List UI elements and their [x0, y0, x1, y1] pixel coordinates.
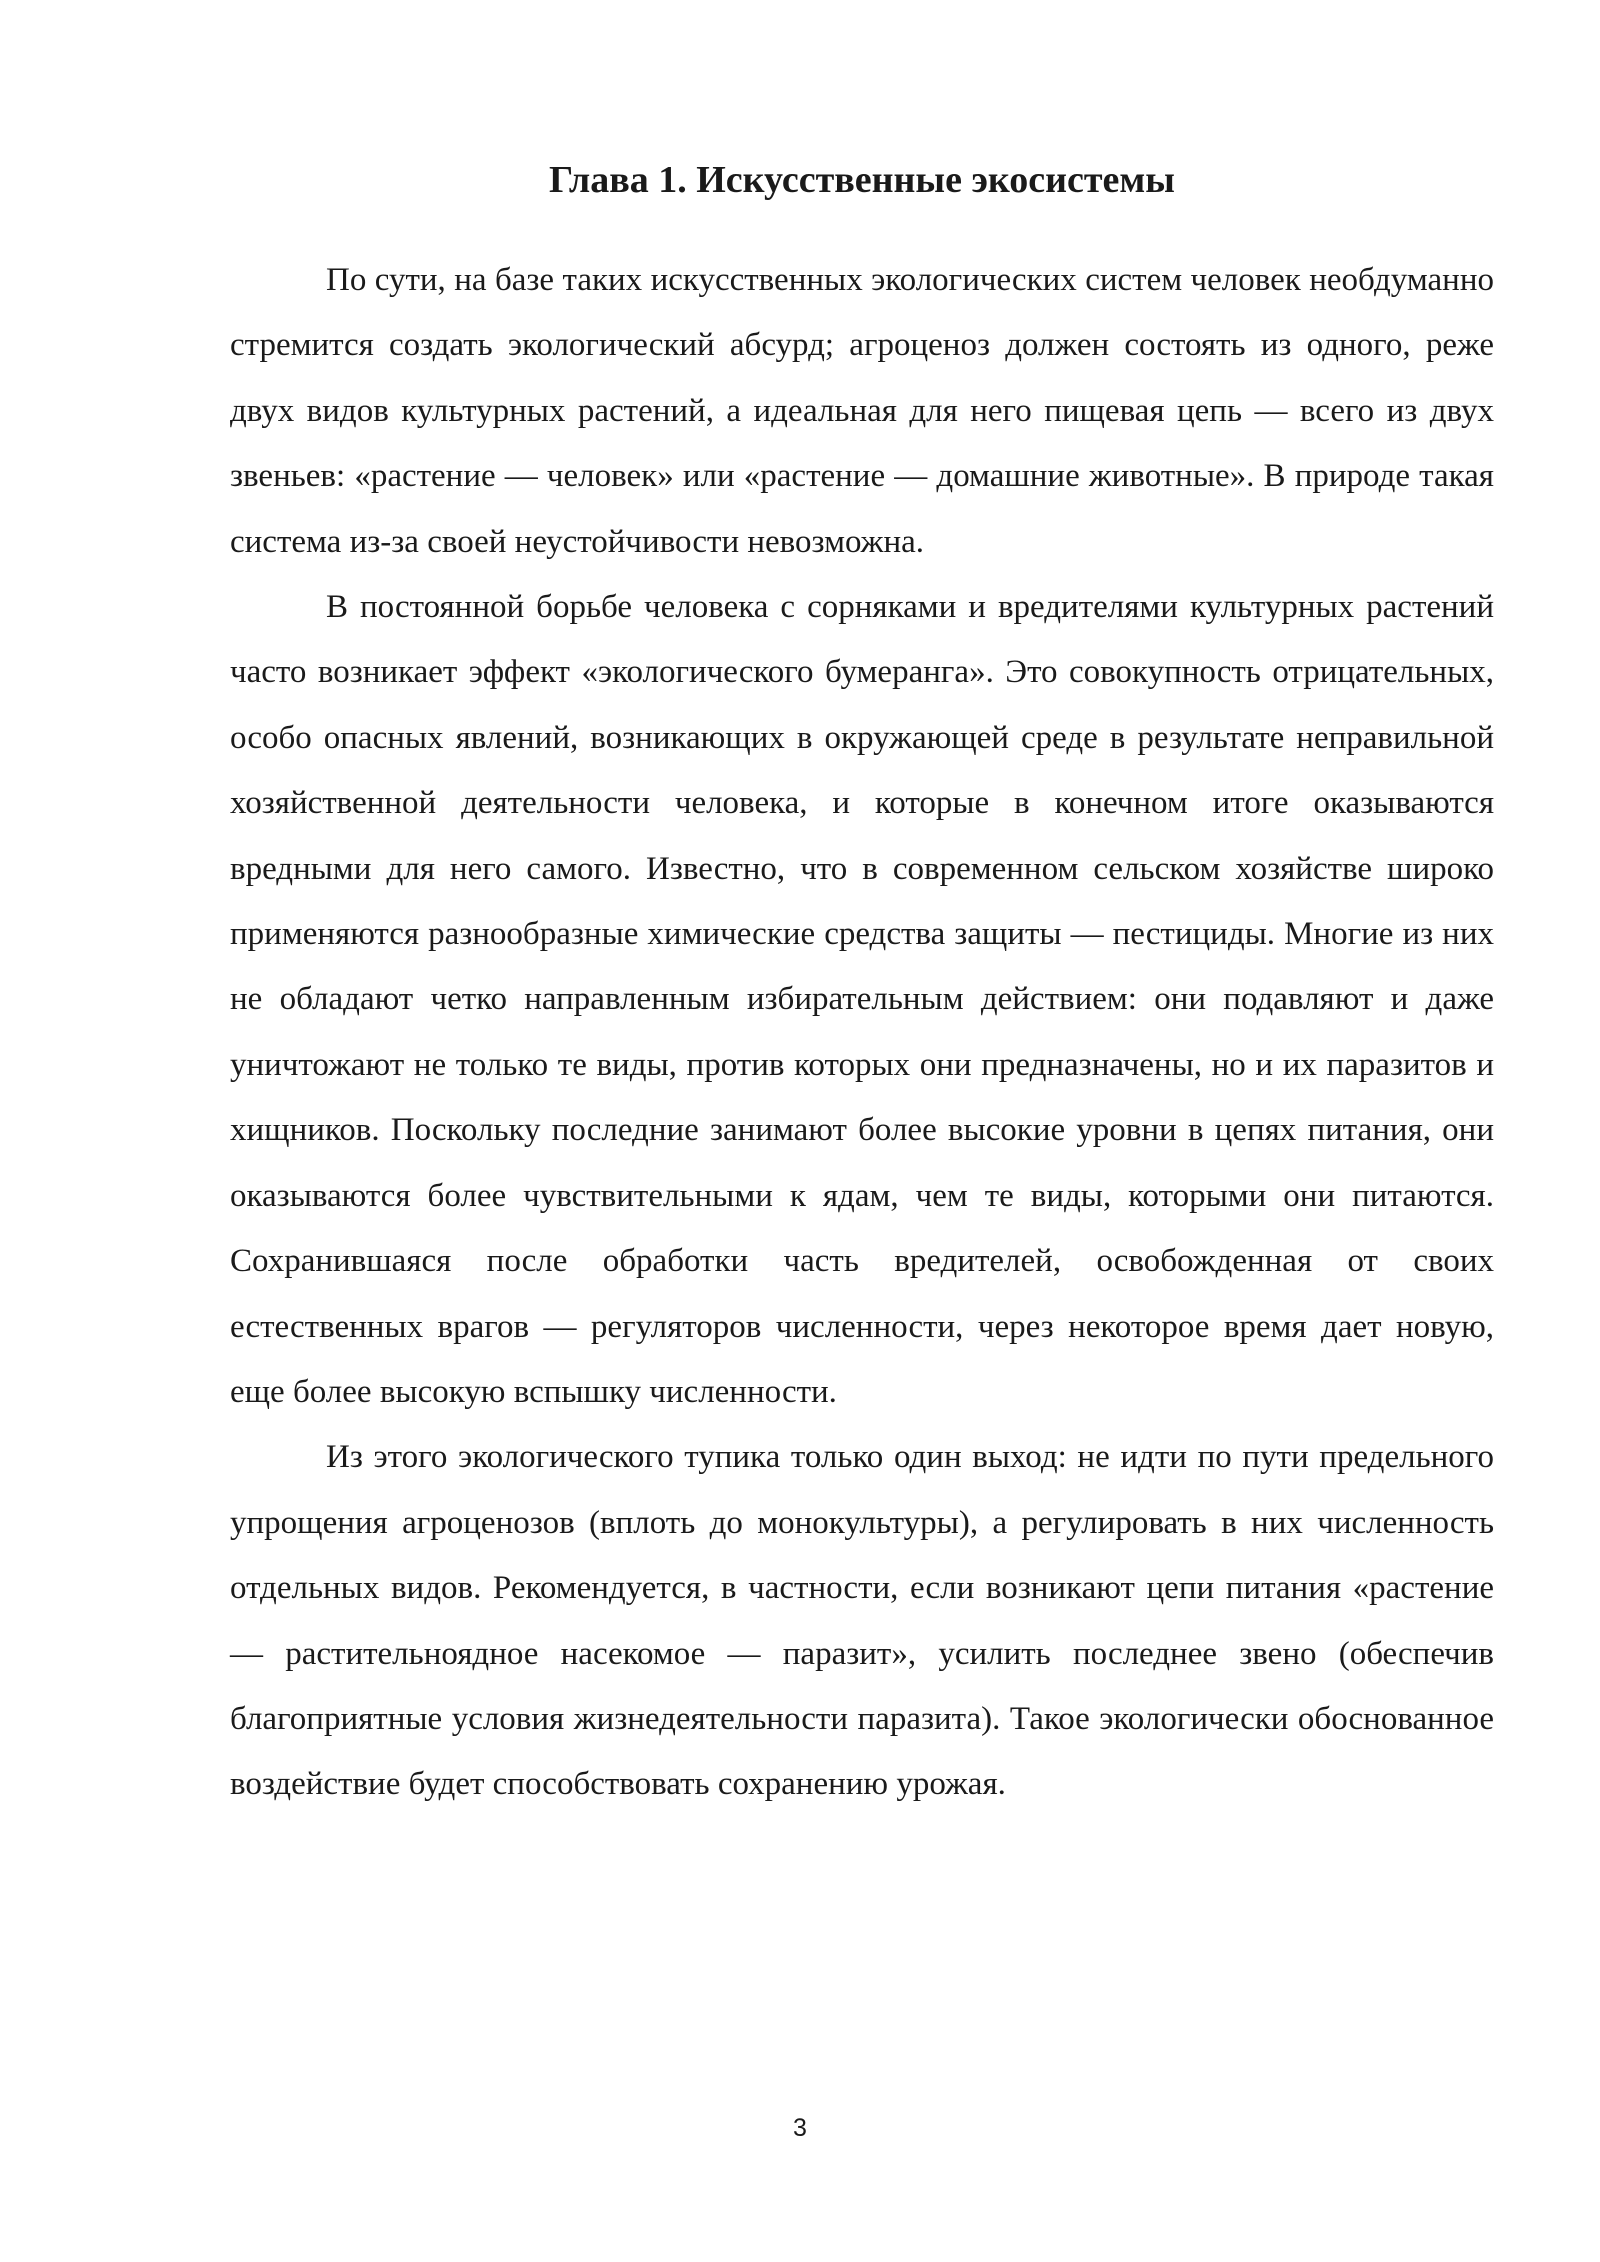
paragraph-2: В постоянной борьбе человека с сорняками и вредителями культурных растений часто возникает эффект «экологического бумеранга». Это совокупность отрицательных, особо опасных явлений, возникающих в окружающей среде в результате неправильной хозяйственной деятельности человека, и которые в конечном итоге оказываются вредными для него самого. Известно, что в современном сельском хозяйстве широко применяются разнообразные химические средства защиты — пестициды. Многие из них не обладают четко направленным избирательным действием: они подавляют и даже уничтожают не только те виды, против которых они предназначены, но и их паразитов и хищников. Поскольку последние занимают более высокие уровни в цепях питания, они оказываются более чувствительными к ядам, чем те виды, которыми они питаются. Сохранившаяся после обработки часть вредителей, освобожденная от своих естественных врагов — регуляторов численности, через некоторое время дает новую, еще более высокую вспышку численности. [230, 589, 1494, 1410]
chapter-title: Глава 1. Искусственные экосистемы [549, 159, 1175, 201]
paragraph-1: По сути, на базе таких искусственных экологических систем человек необдуманно стремится создать экологический абсурд; агроценоз должен состоять из одного, реже двух видов культурных растений, а идеальная для него пищевая цепь — всего из двух звеньев: «растение — человек» или «растение — домашние животные». В природе такая система из-за своей неустойчивости невозможна. [230, 262, 1494, 560]
paragraph-3: Из этого экологического тупика только один выход: не идти по пути предельного упрощения агроценозов (вплоть до монокультуры), а регулировать в них численность отдельных видов. Рекомендуется, в частности, если возникают цепи питания «растение — растительноядное насекомое — паразит», усилить последнее звено (обеспечив благоприятные условия жизнедеятельности паразита). Такое экологически обоснованное воздействие будет способствовать сохранению урожая. [230, 1439, 1494, 1803]
body-text [230, 248, 1494, 1818]
page-number: 3 [793, 2114, 807, 2142]
